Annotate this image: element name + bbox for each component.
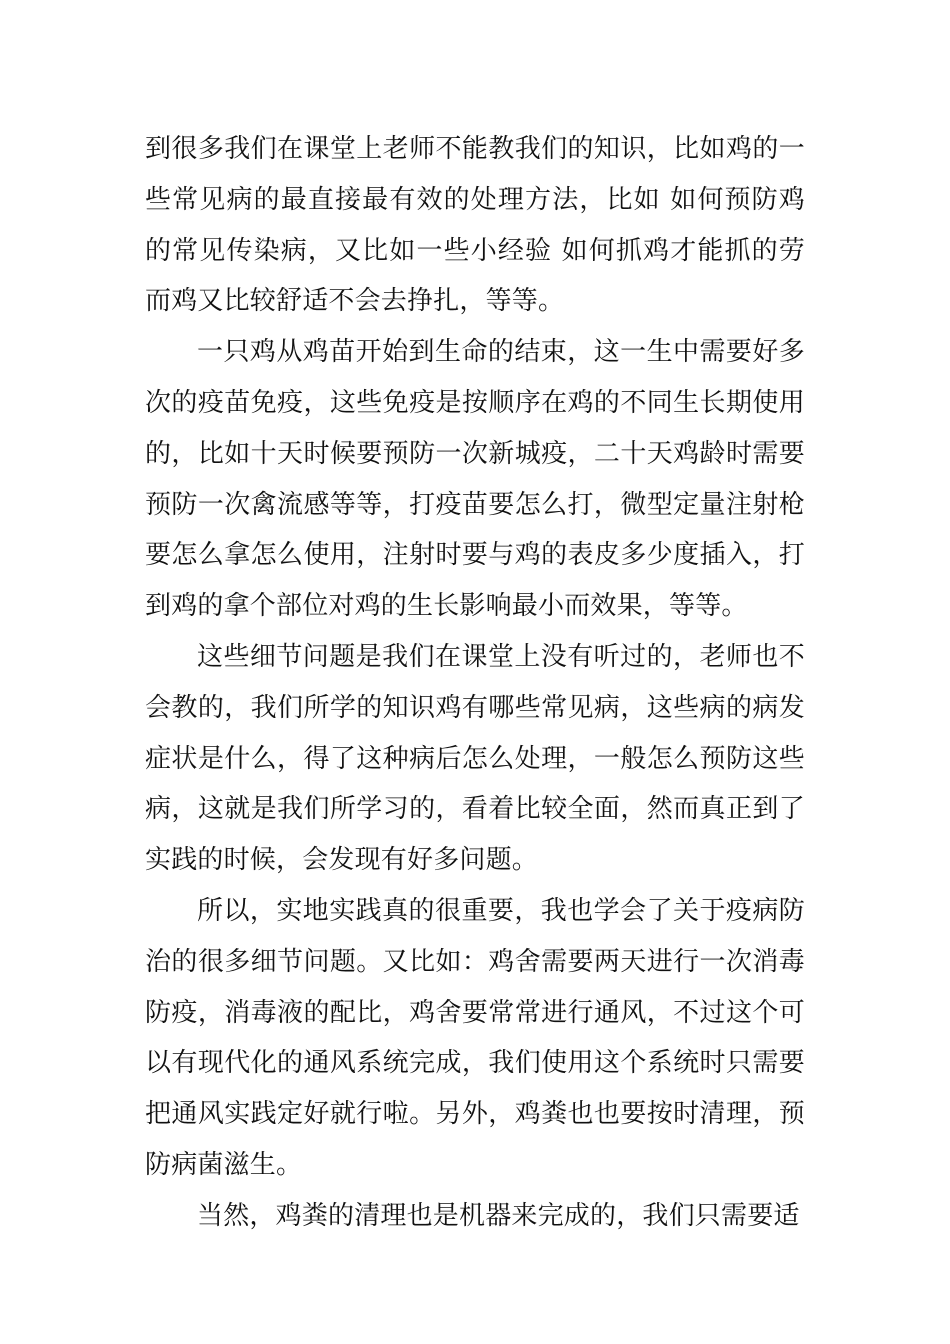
paragraph-2: 一只鸡从鸡苗开始到生命的结束，这一生中需要好多次的疫苗免疫，这些免疫是按顺序在鸡的不同生长期使用的，比如十天时候要预防一次新城疫，二十天鸡龄时需要预防一次禽流感等等，打疫苗要怎么打，微型定量注射枪要怎么拿怎么使用，注射时要与鸡的表皮多少度插入，打到鸡的拿个部位对鸡的生长影响最小而效果，等等。 bbox=[145, 337, 805, 622]
paragraph-1: 到很多我们在课堂上老师不能教我们的知识，比如鸡的一些常见病的最直接最有效的处理方法，比如 如何预防鸡的常见传染病，又比如一些小经验 如何抓鸡才能抓的劳而鸡又比较舒适不会去挣扎，等等。 bbox=[145, 134, 805, 317]
paragraph-4: 所以，实地实践真的很重要，我也学会了关于疫病防治的很多细节问题。又比如：鸡舍需要两天进行一次消毒防疫，消毒液的配比，鸡舍要常常进行通风，不过这个可以有现代化的通风系统完成，我们使用这个系统时只需要把通风实践定好就行啦。另外，鸡粪也也要按时清理，预防病菌滋生。 bbox=[145, 895, 805, 1180]
paragraph-5: 当然，鸡粪的清理也是机器来完成的，我们只需要适 bbox=[197, 1200, 800, 1231]
document-body bbox=[145, 124, 805, 1242]
paragraph-3: 这些细节问题是我们在课堂上没有听过的，老师也不会教的，我们所学的知识鸡有哪些常见病，这些病的病发症状是什么，得了这种病后怎么处理，一般怎么预防这些病，这就是我们所学习的，看着比较全面，然而真正到了实践的时候，会发现有好多问题。 bbox=[145, 641, 805, 876]
